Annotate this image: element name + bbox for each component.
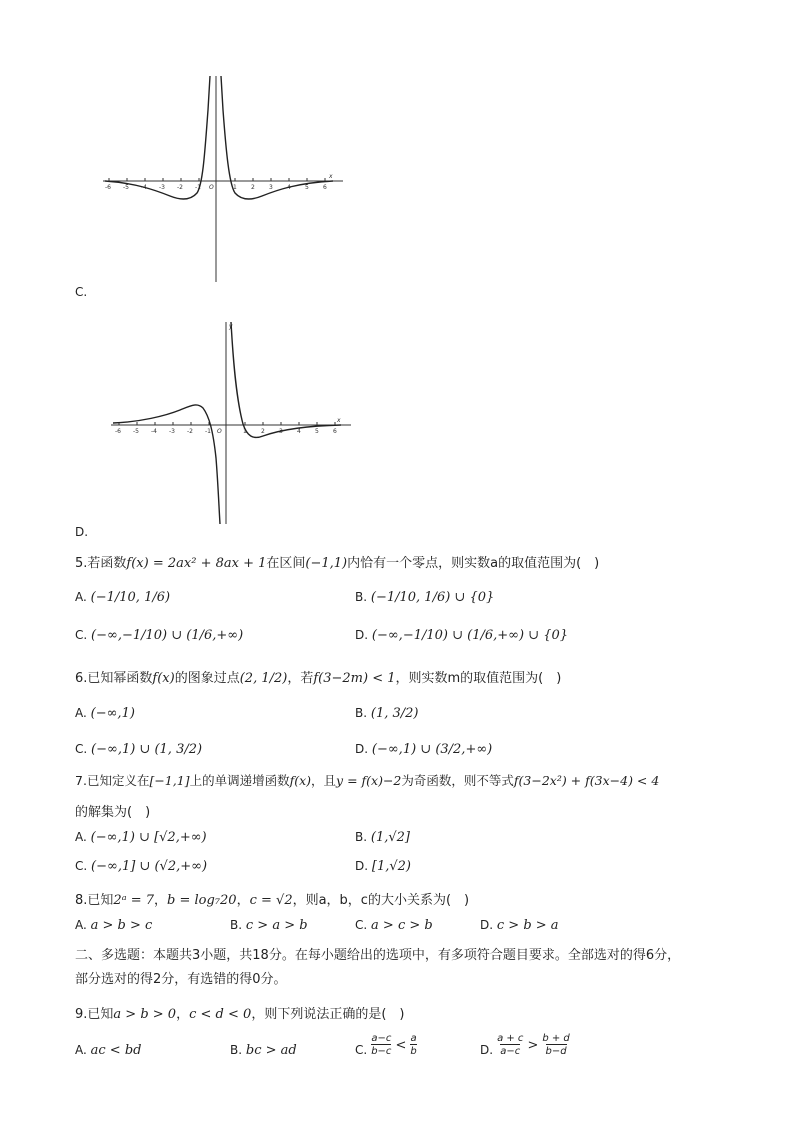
option-text: (−∞,1) ∪ (1, 3/2) <box>91 742 203 757</box>
math-expr: f(3−2x²) + f(3x−4) < 4 <box>513 773 660 788</box>
tick-label: -5 <box>133 428 139 435</box>
option-b[interactable] <box>230 918 308 933</box>
x-axis-label: x <box>337 417 341 424</box>
math-expr: (−1,1) <box>305 556 348 571</box>
math-expr: f(x) <box>152 671 175 686</box>
option-d[interactable] <box>480 1033 570 1057</box>
tick-label: -2 <box>187 428 193 435</box>
tick-labels <box>115 323 341 435</box>
option-b[interactable] <box>355 590 494 605</box>
option-letter: A. <box>75 830 87 844</box>
question-text: 为奇函数，则不等式 <box>401 773 514 788</box>
question-text: 的图象过点 <box>174 671 240 686</box>
math-expr: a > b > 0 <box>113 1007 177 1022</box>
curve-left <box>113 405 220 524</box>
option-letter: A. <box>75 918 87 932</box>
tick-label: 1 <box>233 184 237 191</box>
option-a[interactable] <box>75 830 207 845</box>
question-number: 8. <box>75 893 88 908</box>
tick-label: 6 <box>323 184 327 191</box>
option-c[interactable] <box>355 918 433 933</box>
option-d[interactable] <box>480 918 559 933</box>
tick-label: 3 <box>279 428 283 435</box>
option-letter: C. <box>75 742 88 756</box>
option-text: (1,√2] <box>370 830 410 845</box>
question-text: ，则实数m的取值范围为( ) <box>395 671 562 686</box>
question-text: 已知幂函数 <box>87 671 153 686</box>
tick-label: 2 <box>261 428 265 435</box>
graph-d <box>105 318 360 528</box>
option-letter: C. <box>355 1043 368 1057</box>
fraction <box>542 1033 569 1057</box>
tick-label: -2 <box>177 184 183 191</box>
option-a[interactable] <box>75 590 170 605</box>
math-expr: (2, 1/2) <box>239 671 288 686</box>
section-instructions: 二、多选题：本题共3小题，共18分。在每小题给出的选项中，有多项符合题目要求。全部选对的得6分， <box>75 948 681 963</box>
math-expr: y = f(x)−2 <box>336 773 402 788</box>
origin-label: O <box>209 184 214 191</box>
option-c[interactable] <box>75 859 207 874</box>
origin-label: O <box>217 428 222 435</box>
option-letter: C. <box>75 859 88 873</box>
question-text: ，则下列说法正确的是( ) <box>251 1007 405 1022</box>
option-text: c > a > b <box>245 918 308 933</box>
denominator: b−c <box>371 1046 392 1057</box>
question-7 <box>75 771 659 789</box>
math-expr: 2ᵃ = 7 <box>113 893 155 908</box>
question-text: 在区间 <box>266 556 306 571</box>
question-text: 上的单调递增函数 <box>189 773 290 788</box>
math-expr: f(3−2m) < 1 <box>313 671 396 686</box>
option-letter: A. <box>75 1043 87 1057</box>
tick-label: 6 <box>333 428 337 435</box>
tick-label: -4 <box>141 184 147 191</box>
question-9 <box>75 1003 404 1022</box>
option-a[interactable] <box>75 1043 141 1058</box>
graph-c <box>95 70 355 285</box>
tick-label: -1 <box>195 184 201 191</box>
option-text: (−∞,−1/10) ∪ (1/6,+∞) <box>91 628 244 643</box>
option-c[interactable] <box>75 742 202 757</box>
question-text: 若函数 <box>87 556 127 571</box>
option-a[interactable] <box>75 918 152 933</box>
math-expr: c = √2 <box>249 893 293 908</box>
question-text: 已知定义在 <box>86 773 150 788</box>
question-text: ， <box>236 893 250 908</box>
question-6 <box>75 667 561 686</box>
numerator: b + d <box>542 1033 570 1044</box>
option-b[interactable] <box>355 706 418 721</box>
tick-label: -5 <box>123 184 129 191</box>
option-c[interactable] <box>355 1033 417 1057</box>
option-letter: C. <box>355 918 368 932</box>
option-d[interactable] <box>355 859 411 874</box>
question-text: ，且 <box>311 773 337 788</box>
option-letter: A. <box>75 706 87 720</box>
option-text: ac < bd <box>90 1043 142 1058</box>
question-8 <box>75 889 469 908</box>
option-text: a > b > c <box>90 918 153 933</box>
numerator: a−c <box>371 1033 392 1044</box>
option-letter: B. <box>230 1043 243 1057</box>
option-text: (−∞,−1/10) ∪ (1/6,+∞) ∪ {0} <box>371 628 569 643</box>
option-b[interactable] <box>355 830 410 845</box>
tick-label: 3 <box>269 184 273 191</box>
section-header <box>75 944 680 992</box>
question-5 <box>75 552 599 571</box>
option-letter: D. <box>355 628 369 642</box>
question-text: 已知 <box>87 893 114 908</box>
tick-label: -6 <box>105 184 111 191</box>
fraction <box>410 1033 416 1057</box>
question-text: 内恰有一个零点，则实数a的取值范围为( ) <box>347 556 600 571</box>
tick-label: 2 <box>251 184 255 191</box>
option-letter: B. <box>355 590 368 604</box>
section-instructions: 部分选对的得2分，有选错的得0分。 <box>75 972 287 987</box>
option-letter: D. <box>480 918 494 932</box>
tick-label: -4 <box>151 428 157 435</box>
option-letter: A. <box>75 590 87 604</box>
option-d[interactable] <box>355 742 492 757</box>
relation: < <box>395 1037 407 1053</box>
question-text: 已知 <box>87 1007 114 1022</box>
relation: > <box>527 1037 539 1053</box>
option-text: (−∞,1) ∪ (3/2,+∞) <box>371 742 493 757</box>
option-letter: D. <box>480 1043 494 1057</box>
numerator: a <box>410 1033 417 1044</box>
option-d[interactable] <box>355 628 568 643</box>
question-text: ，则a，b，c的大小关系为( ) <box>292 893 470 908</box>
tick-label: 5 <box>305 184 309 191</box>
question-number: 5. <box>75 556 88 571</box>
option-letter: D. <box>355 859 369 873</box>
option-text: bc > ad <box>245 1043 297 1058</box>
option-text: (1, 3/2) <box>370 706 419 721</box>
option-text: (−∞,1) <box>90 706 135 721</box>
option-letter: B. <box>355 830 368 844</box>
tick-label: -6 <box>115 428 121 435</box>
math-expr: c < d < 0 <box>189 1007 252 1022</box>
option-text: (−1/10, 1/6) <box>90 590 171 605</box>
option-c[interactable] <box>75 628 243 643</box>
question-text: ，若 <box>287 671 314 686</box>
question-number: 7. <box>75 773 87 788</box>
y-axis-label: y <box>229 323 233 330</box>
tick-label: -3 <box>169 428 175 435</box>
math-expr: [−1,1] <box>149 773 190 788</box>
x-axis-label: x <box>329 173 333 180</box>
math-expr: f(x) <box>289 773 312 788</box>
option-text: (−∞,1] ∪ (√2,+∞) <box>91 859 208 874</box>
option-text: [1,√2) <box>371 859 411 874</box>
option-d-label: D. <box>75 525 89 539</box>
question-number: 6. <box>75 671 88 686</box>
fraction <box>497 1033 523 1057</box>
curve-right <box>231 322 341 438</box>
tick-label: 5 <box>315 428 319 435</box>
numerator: a + c <box>497 1033 524 1044</box>
tick-label: 4 <box>287 184 291 191</box>
math-expr: b = log₇20 <box>167 893 237 908</box>
option-letter: B. <box>355 706 368 720</box>
option-text: (−1/10, 1/6) ∪ {0} <box>370 590 495 605</box>
tick-labels <box>105 173 333 191</box>
option-letter: D. <box>355 742 369 756</box>
question-text: ， <box>154 893 168 908</box>
option-a[interactable] <box>75 706 135 721</box>
fraction <box>371 1033 391 1057</box>
option-letter: B. <box>230 918 243 932</box>
question-number: 9. <box>75 1007 88 1022</box>
option-letter: C. <box>75 628 88 642</box>
tick-label: 1 <box>243 428 247 435</box>
option-text: c > b > a <box>496 918 559 933</box>
question-text: ， <box>176 1007 190 1022</box>
option-text: (−∞,1) ∪ [√2,+∞) <box>90 830 207 845</box>
denominator: a−c <box>500 1046 521 1057</box>
tick-label: -1 <box>205 428 211 435</box>
math-expr: f(x) = 2ax² + 8ax + 1 <box>126 556 267 571</box>
denominator: b−d <box>545 1046 567 1057</box>
option-b[interactable] <box>230 1043 297 1058</box>
option-text: a > c > b <box>371 918 433 933</box>
tick-label: 4 <box>297 428 301 435</box>
denominator: b <box>410 1046 417 1057</box>
question-7-line2: 的解集为( ) <box>75 805 151 820</box>
tick-label: -3 <box>159 184 165 191</box>
option-c-label: C. <box>75 285 88 299</box>
